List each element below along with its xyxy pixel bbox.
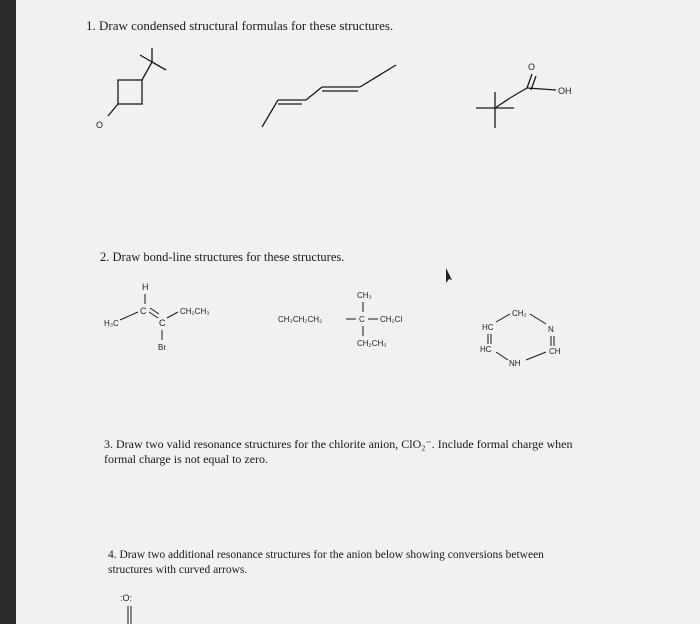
question-3-line-2: formal charge is not equal to zero. — [104, 452, 269, 466]
alkene-C1-label: C — [140, 306, 147, 316]
question-1: 1. Draw condensed structural formulas for these structures. — [86, 18, 394, 33]
cyclobutanone-O-label: O — [96, 120, 104, 130]
chloride-CH2Cl-label: CH₂Cl — [380, 315, 403, 324]
ring-CH2-label: CH₂ — [512, 309, 527, 318]
chloride-chain-label: CH₃CH₂CH₂ — [278, 315, 323, 324]
chloride-bottom-label: CH₂CH₃ — [357, 339, 387, 348]
ring-HC-bottom-label: HC — [480, 345, 492, 354]
ring-CH-label: CH — [549, 347, 561, 356]
ring-NH-label: NH — [509, 359, 521, 368]
alkene-C2-label: C — [159, 318, 166, 328]
question-3-line-1: 3. Draw two valid resonance structures for the chlorite anion, ClO₂⁻. Include formal charge when — [104, 437, 573, 451]
alkene-H3C-label: H₃C — [104, 319, 119, 328]
acid-OH-label: OH — [558, 86, 572, 96]
acid-carbonyl-O-label: O — [528, 62, 536, 72]
question-2: 2. Draw bond-line structures for these structures. — [100, 250, 345, 264]
anion-O-label: :O: — [120, 593, 133, 603]
ring-HC-top-label: HC — [482, 323, 494, 332]
question-4-line-1: 4. Draw two additional resonance structures for the anion below showing conversions between — [108, 549, 544, 561]
ring-N-label: N — [548, 325, 554, 334]
alkene-Br-label: Br — [158, 343, 166, 352]
chloride-C-label: C — [359, 315, 365, 324]
alkene-CH2CH3-label: CH₂CH₃ — [180, 307, 210, 316]
question-4-line-2: structures with curved arrows. — [108, 564, 248, 576]
chloride-top-label: CH₃ — [357, 291, 372, 300]
alkene-H-label: H — [142, 282, 149, 292]
